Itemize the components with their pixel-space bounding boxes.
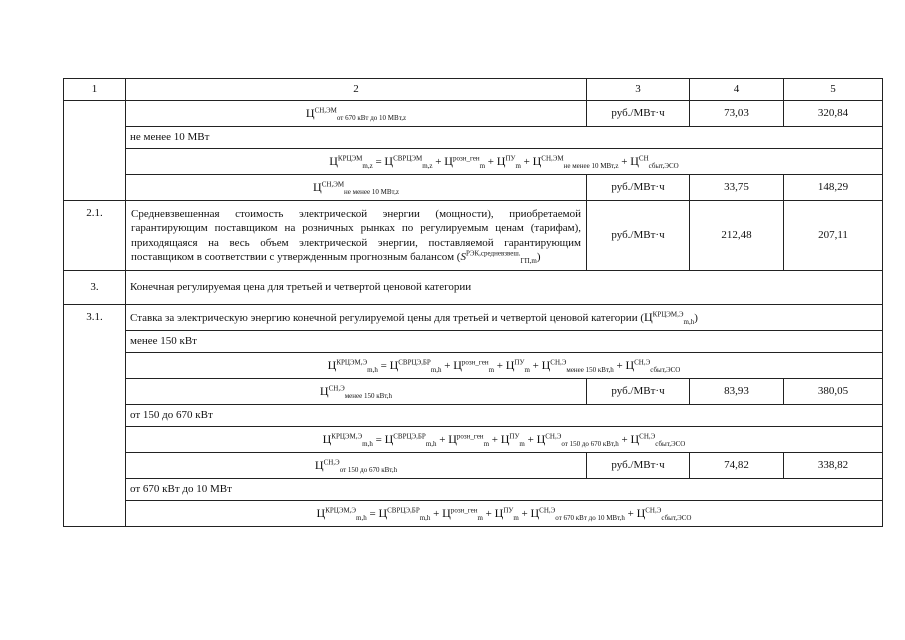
description-superscript: РЭК,средневзвеш.: [465, 249, 521, 258]
table-row: [64, 149, 883, 175]
formula-superscript: СВРЦЭ,БР: [398, 357, 431, 366]
category-label: от 150 до 670 кВт: [126, 405, 883, 427]
formula-superscript: розн_ген: [456, 431, 484, 440]
formula-symbol: Ц: [442, 505, 451, 520]
category-label: от 670 кВт до 10 МВт: [126, 479, 883, 501]
formula-symbol: Ц: [630, 153, 639, 168]
formula-operator: +: [529, 359, 542, 372]
rate-superscript: СН,Э: [323, 457, 340, 466]
formula-cell: [126, 353, 883, 379]
formula-superscript: КРЦЭМ: [337, 153, 363, 162]
rate-symbol-cell: [126, 453, 587, 479]
formula: [316, 505, 692, 522]
header-row: [64, 79, 883, 101]
unit-cell: руб./МВт·ч: [587, 101, 690, 127]
formula-symbol: Ц: [630, 431, 640, 446]
unit-cell: руб./МВт·ч: [587, 201, 690, 271]
rate-superscript: СН,ЭМ: [314, 105, 337, 114]
formula: [329, 153, 679, 170]
table-row: [64, 353, 883, 379]
formula-superscript: СН,Э: [639, 431, 656, 440]
header-col-1: 1: [64, 79, 126, 101]
formula-superscript: ПУ: [509, 431, 520, 440]
rate-symbol-cell: [126, 379, 587, 405]
formula-symbol: Ц: [453, 357, 462, 372]
formula-subscript: m,h: [367, 365, 378, 374]
formula-operator: +: [524, 433, 537, 446]
formula-superscript: СН,Э: [634, 357, 651, 366]
table-row: [64, 175, 883, 201]
formula-superscript: СН,ЭМ: [541, 153, 564, 162]
formula-symbol: Ц: [532, 153, 542, 168]
formula-subscript: m: [519, 439, 525, 448]
value-cell-5: 380,05: [784, 379, 883, 405]
formula-superscript: розн_ген: [450, 505, 478, 514]
formula-superscript: СН,Э: [645, 505, 662, 514]
subsection-symbol: Ц: [644, 309, 653, 324]
formula-superscript: ПУ: [505, 153, 516, 162]
table-row: [64, 201, 883, 271]
value-cell-5: 148,29: [784, 175, 883, 201]
value-cell-4: 74,82: [690, 453, 784, 479]
description-text: Средневзвешенная стоимость электрической энергии (мощности), приобретаемой гарантирующим поставщиком на розничных рынках по регулируемым ценам (тарифам), приходящаяся на весь объем электрической энергии, поставляемой гарантирующим поставщиком в соответствии с утвержденным прогнозным балансом (: [131, 207, 581, 263]
formula-subscript: сбыт,ЭСО: [648, 161, 679, 170]
tariff-table-page: [63, 78, 882, 527]
formula-operator: +: [430, 507, 443, 520]
formula-superscript: ПУ: [503, 505, 514, 514]
formula: [322, 431, 686, 448]
unit-cell: руб./МВт·ч: [587, 379, 690, 405]
formula-subscript: m,h: [425, 439, 437, 448]
formula-subscript: m,h: [356, 513, 367, 522]
description-end: ): [536, 250, 541, 263]
formula-operator: =: [377, 359, 390, 372]
formula-subscript: менее 150 кВт,h: [566, 365, 614, 374]
formula-symbol: Ц: [636, 505, 646, 520]
formula-superscript: ПУ: [514, 357, 525, 366]
formula-superscript: СВРЦЭ,БР: [393, 431, 426, 440]
formula-operator: =: [372, 433, 385, 446]
formula-operator: +: [489, 433, 501, 446]
rate-symbol: Ц: [319, 383, 329, 398]
formula-symbol: Ц: [329, 153, 338, 168]
formula-subscript: m,h: [430, 365, 442, 374]
subsection-end: ): [694, 311, 698, 324]
formula-subscript: m: [479, 161, 486, 170]
rate-symbol: Ц: [314, 457, 324, 472]
header-col-4: 4: [690, 79, 784, 101]
formula-symbol: Ц: [327, 357, 337, 372]
rate-subscript: менее 150 кВт,h: [344, 391, 393, 400]
rate-symbol-cell: [126, 175, 587, 201]
formula-symbol: Ц: [500, 431, 510, 446]
formula-subscript: m: [513, 513, 519, 522]
formula-operator: +: [618, 155, 631, 168]
subsection-superscript: КРЦЭМ,Э: [652, 309, 684, 318]
formula-subscript: m: [477, 513, 483, 522]
formula-operator: +: [485, 155, 497, 168]
formula-symbol: Ц: [448, 431, 457, 446]
formula-operator: +: [618, 433, 631, 446]
formula-subscript: m,z: [422, 161, 433, 170]
formula-superscript: СН,Э: [550, 357, 567, 366]
formula-superscript: розн_ген: [461, 357, 489, 366]
table-row: [64, 379, 883, 405]
table-row: [64, 405, 883, 427]
unit-cell: руб./МВт·ч: [587, 453, 690, 479]
formula-operator: +: [518, 507, 531, 520]
rate-superscript: СН,ЭМ: [321, 179, 345, 188]
formula-superscript: СН,Э: [539, 505, 556, 514]
formula-operator: +: [441, 359, 454, 372]
table-row: [64, 127, 883, 149]
formula-subscript: m,z: [362, 161, 373, 170]
formula-symbol: Ц: [625, 357, 635, 372]
subsection-title: [126, 305, 883, 331]
rate-superscript: СН,Э: [328, 383, 345, 392]
formula-subscript: сбыт,ЭСО: [650, 365, 681, 374]
category-label: не менее 10 МВт: [126, 127, 883, 149]
header-col-3: 3: [587, 79, 690, 101]
formula-superscript: СН,Э: [545, 431, 562, 440]
subsection-text: Ставка за электрическую энергию конечной регулируемой цены для третьей и четвертой ценовой категории (: [130, 311, 644, 324]
formula-symbol: Ц: [496, 153, 506, 168]
formula-cell: [126, 427, 883, 453]
table-row: [64, 501, 883, 527]
formula-operator: +: [482, 507, 495, 520]
value-cell-4: 212,48: [690, 201, 784, 271]
formula-symbol: Ц: [384, 431, 394, 446]
section-title: Конечная регулируемая цена для третьей и четвертой ценовой категории: [126, 271, 883, 305]
formula-symbol: Ц: [530, 505, 540, 520]
empty-num-cell: [64, 101, 126, 201]
table-row: [64, 271, 883, 305]
formula-operator: +: [624, 507, 637, 520]
formula-operator: =: [366, 507, 379, 520]
formula-superscript: СН: [638, 153, 649, 162]
formula-superscript: розн_ген: [452, 153, 480, 162]
formula-symbol: Ц: [389, 357, 399, 372]
rate-subscript: от 150 до 670 кВт,h: [339, 465, 398, 474]
formula-symbol: Ц: [494, 505, 504, 520]
header-col-2: 2: [126, 79, 587, 101]
formula-cell: [126, 149, 883, 175]
rate-symbol: Ц: [313, 179, 322, 194]
value-cell-5: 338,82: [784, 453, 883, 479]
table-row: [64, 305, 883, 331]
formula-subscript: m: [488, 365, 495, 374]
formula-operator: +: [432, 155, 445, 168]
tariff-table: [63, 78, 883, 527]
header-col-5: 5: [784, 79, 883, 101]
formula: [327, 357, 681, 374]
table-row: [64, 479, 883, 501]
description-subscript: ГП,m: [520, 256, 537, 265]
formula-symbol: Ц: [378, 505, 388, 520]
formula-subscript: m,h: [419, 513, 431, 522]
table-row: [64, 453, 883, 479]
value-cell-4: 73,03: [690, 101, 784, 127]
formula-cell: [126, 501, 883, 527]
value-cell-4: 83,93: [690, 379, 784, 405]
table-row: [64, 331, 883, 353]
value-cell-5: 207,11: [784, 201, 883, 271]
subsection-subscript: m,h: [683, 317, 695, 326]
rate-subscript: от 670 кВт до 10 МВт,z: [336, 113, 407, 122]
formula-subscript: от 150 до 670 кВт,h: [561, 439, 619, 448]
formula-symbol: Ц: [444, 153, 453, 168]
formula-symbol: Ц: [316, 505, 326, 520]
description-cell: [126, 201, 587, 271]
value-cell-4: 33,75: [690, 175, 784, 201]
value-cell-5: 320,84: [784, 101, 883, 127]
row-number: 3.: [64, 271, 126, 305]
row-number: 2.1.: [64, 201, 126, 271]
description-symbol: S: [460, 250, 466, 263]
formula-subscript: от 670 кВт до 10 МВт,h: [555, 513, 625, 522]
rate-symbol: Ц: [305, 105, 315, 120]
formula-symbol: Ц: [505, 357, 515, 372]
formula-operator: +: [520, 155, 533, 168]
category-label: менее 150 кВт: [126, 331, 883, 353]
formula-superscript: КРЦЭМ,Э: [325, 505, 357, 514]
rate-symbol-cell: [126, 101, 587, 127]
table-row: [64, 427, 883, 453]
table-row: [64, 101, 883, 127]
formula-superscript: КРЦЭМ,Э: [331, 431, 363, 440]
formula-subscript: m,h: [362, 439, 373, 448]
formula-symbol: Ц: [384, 153, 394, 168]
formula-subscript: не менее 10 МВт,z: [563, 161, 619, 170]
formula-operator: +: [436, 433, 449, 446]
formula-subscript: сбыт,ЭСО: [661, 513, 692, 522]
formula-subscript: m: [483, 439, 490, 448]
rate-subscript: не менее 10 МВт,z: [344, 187, 399, 196]
formula-subscript: сбыт,ЭСО: [655, 439, 686, 448]
formula-operator: +: [613, 359, 626, 372]
row-number: 3.1.: [64, 305, 126, 527]
formula-operator: +: [494, 359, 506, 372]
formula-superscript: КРЦЭМ,Э: [336, 357, 368, 366]
formula-symbol: Ц: [541, 357, 551, 372]
formula-subscript: m: [524, 365, 530, 374]
formula-symbol: Ц: [536, 431, 546, 446]
formula-symbol: Ц: [322, 431, 332, 446]
formula-operator: =: [372, 155, 385, 168]
unit-cell: руб./МВт·ч: [587, 175, 690, 201]
formula-subscript: m: [515, 161, 521, 170]
formula-superscript: СВРЦЭМ: [393, 153, 423, 162]
formula-superscript: СВРЦЭ,БР: [387, 505, 420, 514]
